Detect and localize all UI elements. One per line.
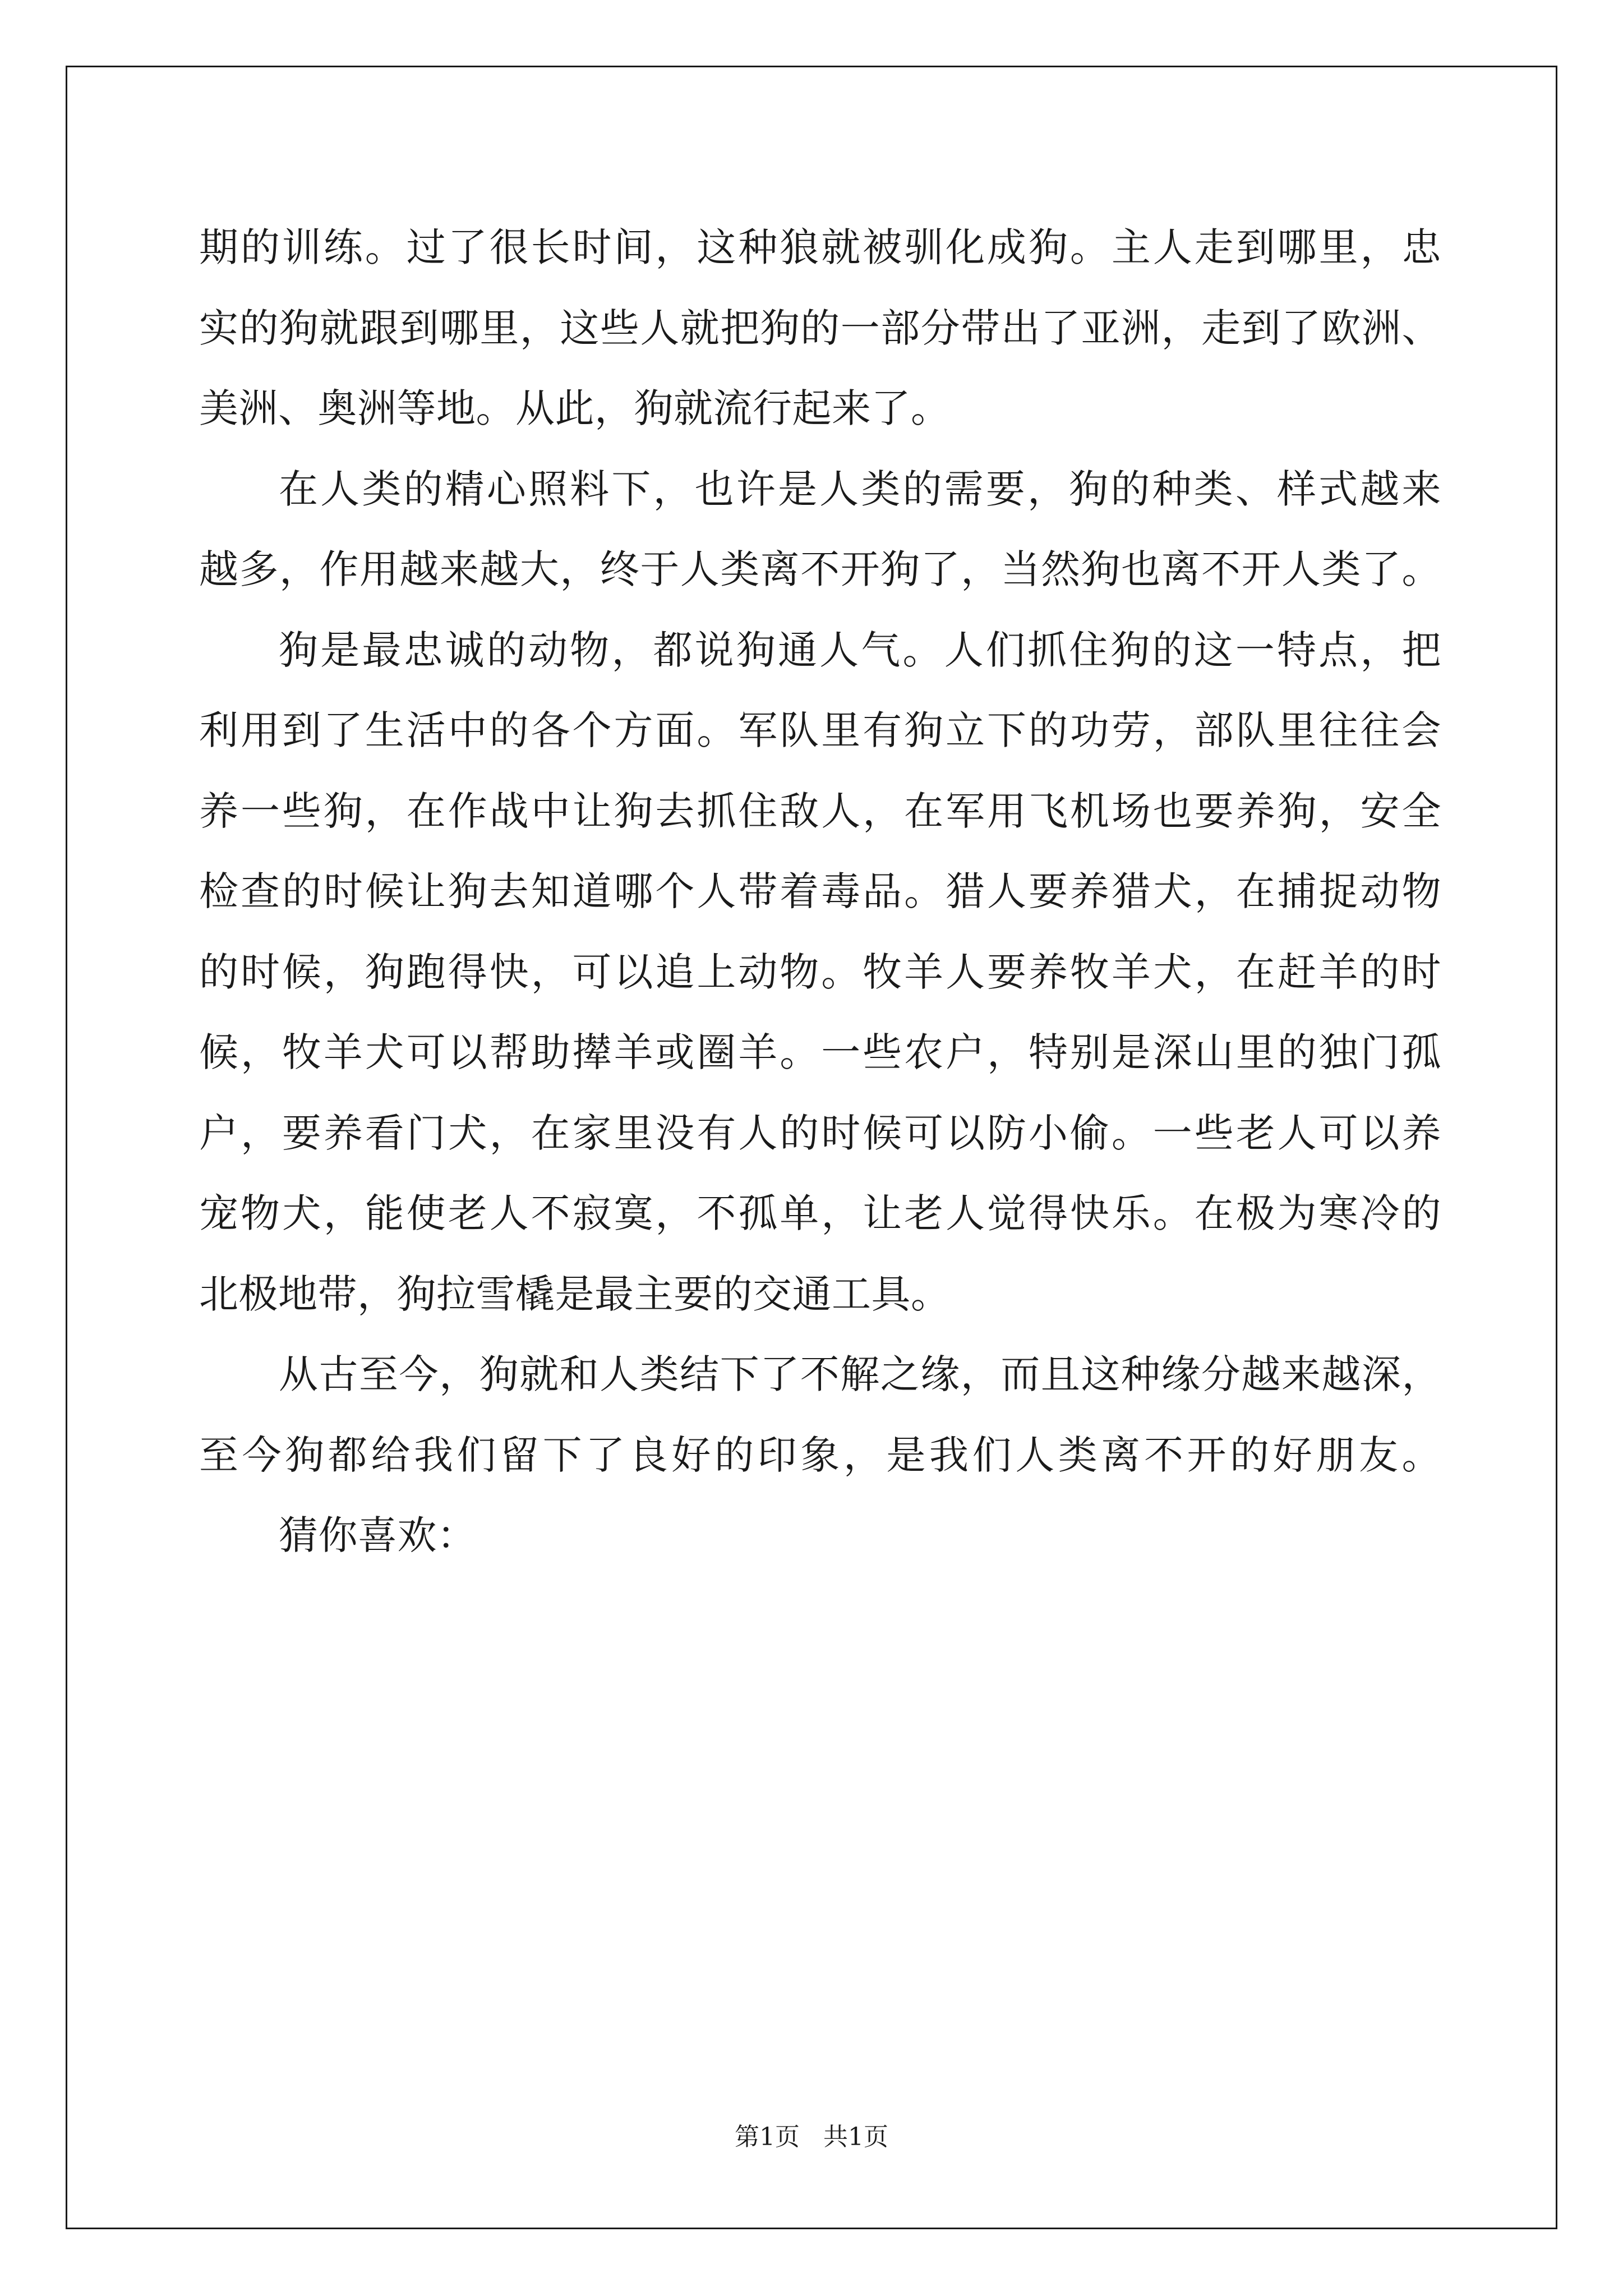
paragraph-line: 利用到了生活中的各个方面。军队里有狗立下的功劳，部队里往往会 <box>199 707 1441 753</box>
paragraph-line: 从古至今，狗就和人类结下了不解之缘，而且这种缘分越来越深， <box>279 1351 1441 1397</box>
paragraph-line: 宠物犬，能使老人不寂寞，不孤单，让老人觉得快乐。在极为寒冷的 <box>199 1190 1441 1236</box>
paragraph-line: 越多，作用越来越大，终于人类离不开狗了，当然狗也离不开人类了。 <box>199 546 1441 592</box>
page-number: 第1页 共1页 <box>735 2123 888 2151</box>
document-body <box>199 208 1441 1576</box>
related-heading: 猜你喜欢： <box>279 1512 477 1558</box>
paragraph-line: 户，要养看门犬，在家里没有人的时候可以防小偷。一些老人可以养 <box>199 1110 1441 1156</box>
paragraph-line: 美洲、奥洲等地。从此，狗就流行起来了。 <box>199 385 951 431</box>
paragraph-line: 狗是最忠诚的动物，都说狗通人气。人们抓住狗的这一特点，把 <box>279 627 1441 673</box>
paragraph-line: 至今狗都给我们留下了良好的印象，是我们人类离不开的好朋友。 <box>199 1432 1441 1478</box>
paragraph-line: 候，牧羊犬可以帮助撵羊或圈羊。一些农户，特别是深山里的独门孤 <box>199 1029 1441 1075</box>
paragraph-line: 养一些狗，在作战中让狗去抓住敌人，在军用飞机场也要养狗，安全 <box>199 788 1441 834</box>
paragraph-line: 实的狗就跟到哪里，这些人就把狗的一部分带出了亚洲，走到了欧洲、 <box>199 305 1441 351</box>
paragraph-line: 检查的时候让狗去知道哪个人带着毒品。猎人要养猎犬，在捕捉动物 <box>199 868 1441 914</box>
paragraph-line: 在人类的精心照料下，也许是人类的需要，狗的种类、样式越来 <box>279 466 1441 512</box>
paragraph-line: 的时候，狗跑得快，可以追上动物。牧羊人要养牧羊犬，在赶羊的时 <box>199 949 1441 995</box>
paragraph-line: 北极地带，狗拉雪橇是最主要的交通工具。 <box>199 1271 951 1317</box>
paragraph-line: 期的训练。过了很长时间，这种狼就被驯化成狗。主人走到哪里，忠 <box>199 224 1441 270</box>
